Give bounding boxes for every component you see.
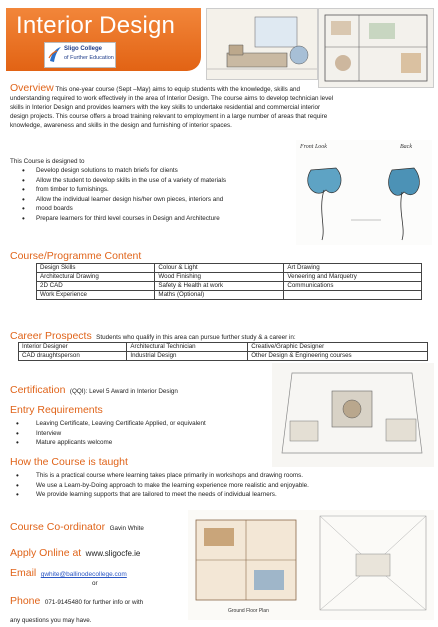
room-sketch — [272, 363, 434, 467]
coordinator-name: Gavin White — [109, 525, 144, 532]
phone-text: 071-9145480 for further info or with — [44, 599, 144, 606]
list-item: • Allow the individual learner design his/her own pieces, interiors and — [10, 195, 295, 205]
college-logo — [44, 42, 116, 68]
table-cell: Communications — [284, 282, 422, 291]
entry-heading: Entry Requirements — [10, 404, 103, 416]
table-cell: Other Design & Engineering courses — [248, 352, 428, 361]
table-cell — [284, 291, 422, 300]
content-table — [36, 263, 422, 300]
table-row — [37, 291, 422, 300]
floor-plan-label: Ground Floor Plan — [228, 608, 269, 614]
list-item: • Develop design solutions to match briefs for clients — [10, 166, 295, 176]
designed-to-intro: This Course is designed to — [10, 158, 85, 165]
page-title: Interior Design — [16, 12, 176, 39]
career-table — [18, 342, 428, 361]
or-text: or — [92, 580, 98, 587]
table-row — [37, 273, 422, 282]
list-item: • Allow the student to develop skills in the use of a variety of materials — [10, 176, 295, 186]
list-item — [10, 204, 295, 214]
floor-plan-sketch — [188, 510, 434, 620]
table-row — [19, 343, 428, 352]
table-row — [37, 282, 422, 291]
table-cell: CAD draughtsperson — [19, 352, 127, 361]
phone-heading: Phone — [10, 595, 41, 607]
table-cell: Industrial Design — [127, 352, 248, 361]
lamp-sketch — [296, 140, 432, 245]
apply-line — [10, 543, 140, 561]
list-item: • We use a Learn-by-Doing approach to make the learning experience more realistic and enjoyable. — [4, 481, 404, 491]
overview-line: This one-year course (Sept –May) aims to equip students with the knowledge, skills and — [55, 86, 301, 93]
table-cell: Art Drawing — [284, 264, 422, 273]
list-item: • This is a practical course where learning takes place primarily in workshops and drawing rooms. — [4, 471, 404, 481]
overview-section — [10, 84, 430, 130]
list-item: • Prepare learners for third level courses in Design and Architecture — [10, 214, 295, 224]
table-cell: 2D CAD — [37, 282, 155, 291]
overview-heading: Overview — [10, 82, 54, 94]
taught-heading: How the Course is taught — [10, 456, 128, 468]
logo-line2: of Further Education — [64, 55, 114, 61]
table-cell: Colour & Light — [155, 264, 284, 273]
phone-text-2: any questions you may have. — [10, 617, 92, 624]
table-cell: Work Experience — [37, 291, 155, 300]
header-sketch-room — [206, 8, 318, 80]
list-item: • Leaving Certificate, Leaving Certificate Applied, or equivalent — [4, 419, 264, 429]
header-sketch-plan — [318, 8, 434, 88]
sketch-label-back: Back — [400, 144, 412, 150]
logo-swoosh-icon — [48, 46, 62, 63]
website-link[interactable]: www.sligocfe.ie — [85, 549, 141, 558]
designed-to-section — [10, 157, 295, 223]
email-heading: Email — [10, 567, 37, 579]
email-line — [10, 563, 127, 581]
sketch-label-front: Front Look — [300, 144, 327, 150]
table-cell: Creative/Graphic Designer — [248, 343, 428, 352]
table-cell: Veneering and Marquetry — [284, 273, 422, 282]
table-cell: Maths (Optional) — [155, 291, 284, 300]
certification-line — [10, 380, 178, 398]
career-heading: Career Prospects — [10, 330, 92, 342]
overview-line: skills in Interior Design and provides learners with the key skills to undertake residential and commercial interior — [10, 104, 321, 111]
content-heading: Course/Programme Content — [10, 250, 142, 262]
table-cell: Architectural Technician — [127, 343, 248, 352]
coordinator-line — [10, 517, 144, 535]
apply-heading: Apply Online at — [10, 547, 82, 559]
entry-list — [4, 419, 264, 448]
table-cell: Wood Finishing — [155, 273, 284, 282]
table-row — [19, 352, 428, 361]
list-item: • We provide learning supports that are tailored to meet the needs of individual learners. — [4, 490, 404, 500]
list-item-continued: from timber to furnishings. — [36, 186, 109, 193]
certification-heading: Certification — [10, 384, 66, 396]
list-item: • Mature applicants welcome — [4, 438, 264, 448]
email-link[interactable]: gwhite@ballinodecollege.com — [40, 571, 127, 578]
overview-line: design projects. This course offers a broad training relevant to employment in a large number of areas that require — [10, 113, 328, 120]
taught-list — [4, 471, 404, 500]
certification-text: (QQI): Level 5 Award in Interior Design — [69, 388, 178, 395]
overview-line: understanding required to work effectively in the area of Interior Design. The course aims to develop technician level — [10, 95, 334, 102]
table-cell: Architectural Drawing — [37, 273, 155, 282]
list-item-continued: mood boards — [36, 205, 73, 212]
list-item: • Interview — [4, 429, 264, 439]
career-intro: Students who qualify in this area can pursue further study & a career in: — [96, 334, 296, 341]
overview-line: knowledge, awareness and skills in the design and furnishing of interior spaces. — [10, 122, 232, 129]
logo-line1: Sligo College — [64, 46, 103, 52]
list-item — [10, 185, 295, 195]
table-cell: Interior Designer — [19, 343, 127, 352]
table-row — [37, 264, 422, 273]
phone-line — [10, 591, 190, 627]
table-cell: Safety & Health at work — [155, 282, 284, 291]
coordinator-heading: Course Co-ordinator — [10, 521, 106, 533]
table-cell: Design Skills — [37, 264, 155, 273]
